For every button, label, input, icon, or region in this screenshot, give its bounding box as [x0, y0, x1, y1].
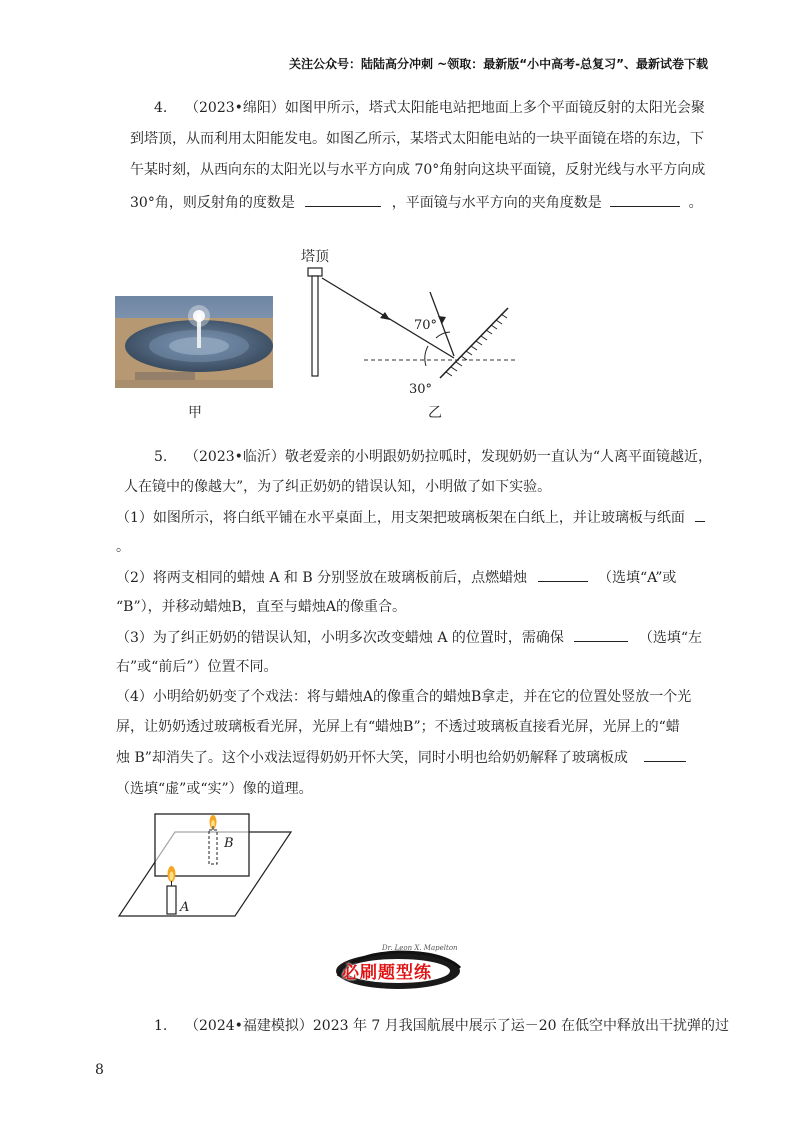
q5-part-4-line-2: 屏，让奶奶透过玻璃板看光屏，光屏上有“蜡烛B”；不透过玻璃板直接看光屏，光屏上的“蜡: [116, 719, 680, 735]
q5-part-1-end: 。: [116, 539, 130, 555]
candle-b-label: B: [224, 836, 234, 851]
section-banner-signature: Dr. Leon X. Mapelton: [382, 944, 458, 952]
q4-line-3: 午某时刻，从西向东的太阳光以与水平方向成 70°角射向这块平面镜，反射光线与水平方向成: [130, 162, 706, 178]
q4-line-1: （2023•绵阳）如图甲所示，塔式太阳能电站把地面上多个平面镜反射的太阳光会聚: [185, 100, 705, 116]
q5-intro-2: 人在镜中的像越大”，为了纠正奶奶的错误认知，小明做了如下实验。: [124, 479, 552, 495]
candle-mirror-diagram: [115, 808, 295, 920]
q5-answer-blank-4[interactable]: [644, 747, 686, 762]
q4-line-2: 到塔顶，从而利用太阳能发电。如图乙所示，某塔式太阳能电站的一块平面镜在塔的东边，下: [130, 131, 704, 147]
tower-top-label: 塔顶: [301, 249, 329, 265]
q4-answer-blank-2[interactable]: [610, 192, 680, 207]
q5-part-3-text-b: （选填“左: [638, 630, 702, 646]
next-q1-text: （2024•福建模拟）2023 年 7 月我国航展中展示了运－20 在低空中释放出干扰弹的过: [185, 1018, 730, 1034]
q5-part-3-cont: 右”或“前后”）位置不同。: [116, 659, 278, 675]
q5-part-3-text-a: （3）为了纠正奶奶的错误认知，小明多次改变蜡烛 A 的位置时，需确保: [116, 630, 564, 646]
q5-part-3: [116, 627, 702, 648]
figure-b-label: 乙: [428, 405, 442, 421]
q4-number: 4.: [154, 100, 168, 116]
q5-part-2: [116, 567, 676, 588]
q4-line-4: [130, 192, 703, 213]
solar-tower-photo: [115, 296, 273, 388]
q5-part-1: [116, 507, 705, 528]
q5-answer-blank-3[interactable]: [574, 627, 628, 642]
q5-part-2-text-b: （选填“A”或: [598, 570, 677, 586]
next-q1-number: 1.: [154, 1018, 168, 1034]
q5-part-4-line-3: [116, 747, 686, 768]
q5-answer-blank-2[interactable]: [538, 567, 588, 582]
q4-line-4-text-a: 30°角，则反射角的度数是: [130, 195, 295, 211]
q5-number: 5.: [154, 449, 168, 465]
q5-part-2-cont: “B”），并移动蜡烛B，直至与蜡烛A的像重合。: [116, 599, 406, 615]
q5-part-1-text: （1）如图所示，将白纸平铺在水平桌面上，用支架把玻璃板架在白纸上，并让玻璃板与纸面: [116, 510, 685, 526]
q5-intro-1: （2023•临沂）敬老爱亲的小明跟奶奶拉呱时，发现奶奶一直认为“人离平面镜越近，: [185, 449, 713, 465]
q4-line-4-text-b: ，平面镜与水平方向的夹角度数是: [391, 195, 602, 211]
q4-answer-blank-1[interactable]: [305, 192, 381, 207]
candle-a-label: A: [180, 900, 190, 915]
q5-part-2-text-a: （2）将两支相同的蜡烛 A 和 B 分别竖放在玻璃板前后，点燃蜡烛: [116, 570, 528, 586]
angle-30-label: 30°: [409, 382, 433, 397]
q5-part-4-line-1: （4）小明给奶奶变了个戏法：将与蜡烛A的像重合的蜡烛B拿走，并在它的位置处竖放一个光: [116, 689, 692, 705]
page-header: 关注公众号：陆陆高分冲刺 ~领取：最新版“小中高考-总复习”、最新试卷下载: [289, 57, 708, 71]
angle-70-label: 70°: [414, 318, 438, 333]
section-banner-text: 必刷题型练: [342, 963, 432, 983]
figure-a-label: 甲: [188, 405, 202, 421]
q5-answer-blank-1[interactable]: [695, 507, 705, 522]
q4-line-4-text-c: 。: [688, 195, 703, 211]
page-number: 8: [95, 1062, 104, 1078]
q5-part-4-line-3-text: 烛 B”却消失了。这个小戏法逗得奶奶开怀大笑，同时小明也给奶奶解释了玻璃板成: [116, 750, 628, 766]
q5-part-4-line-4: （选填“虚”或“实”）像的道理。: [116, 781, 313, 797]
